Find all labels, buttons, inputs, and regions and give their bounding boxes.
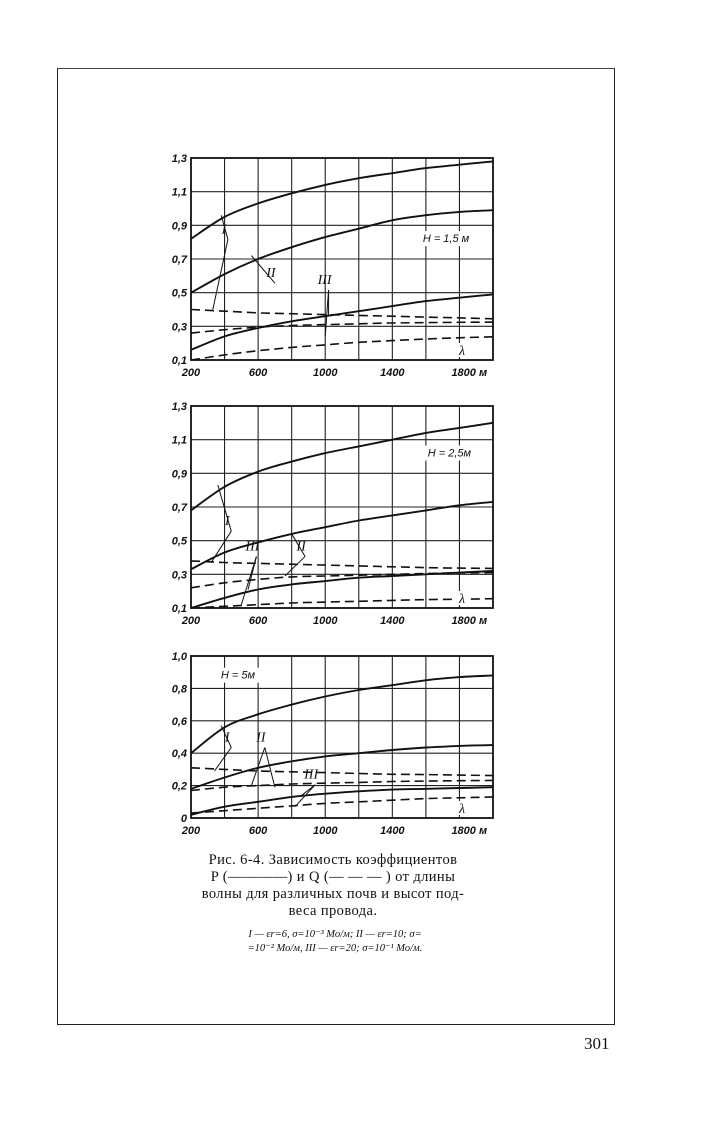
x-tick-label: 1400 xyxy=(380,367,405,379)
y-tick-label: 1,1 xyxy=(171,434,187,447)
y-tick-label: 0,3 xyxy=(171,321,187,334)
annotation-label: I xyxy=(224,514,230,530)
annotation-label: III xyxy=(304,767,319,783)
annotation-leader xyxy=(211,531,231,562)
chart-3 xyxy=(172,651,493,837)
series-p-ii xyxy=(191,210,493,293)
x-tick-label: 1800 м xyxy=(451,825,488,837)
series-p-i xyxy=(191,161,493,238)
x-tick-label: 600 xyxy=(248,615,268,627)
y-tick-label: 0,9 xyxy=(171,220,187,233)
series-q-ii xyxy=(191,322,493,333)
legend-line-1: I — εr=6, σ=10⁻³ Мо/м; II — εr=10; σ= xyxy=(248,929,422,940)
series-q-i xyxy=(191,561,493,569)
legend-line-2: =10⁻² Мо/м, III — εr=20; σ=10⁻¹ Мо/м. xyxy=(247,943,423,954)
x-tick-label: 1000 xyxy=(312,825,338,837)
x-tick-label: 600 xyxy=(248,367,268,379)
chart-1 xyxy=(172,153,493,379)
page-number: 301 xyxy=(584,1034,610,1053)
x-tick-label: 200 xyxy=(181,825,201,837)
series-q-iii xyxy=(191,337,493,360)
y-tick-label: 0,9 xyxy=(171,468,187,481)
height-label: H = 1,5 м xyxy=(422,233,470,246)
x-tick-label: 1800 м xyxy=(451,367,488,379)
y-tick-label: 0,5 xyxy=(171,535,187,548)
height-label: H = 5м xyxy=(220,669,256,682)
annotation-leader xyxy=(285,556,305,576)
series-p-ii xyxy=(191,502,493,569)
x-axis-label: λ xyxy=(458,592,466,607)
series-p-i xyxy=(191,675,493,753)
y-tick-label: 0,6 xyxy=(171,715,187,728)
caption-line-2: P (————) и Q (— — — ) от длины xyxy=(210,869,456,885)
annotation-label: III xyxy=(245,539,260,555)
y-tick-label: 1,3 xyxy=(171,153,187,165)
x-tick-label: 1000 xyxy=(312,367,338,379)
caption-line-3: волны для различных почв и высот под- xyxy=(201,886,465,902)
annotation-label: I xyxy=(221,222,227,238)
y-tick-label: 0,8 xyxy=(171,683,187,696)
y-tick-label: 0,7 xyxy=(171,502,187,514)
x-tick-label: 200 xyxy=(181,367,201,379)
y-tick-label: 0,5 xyxy=(171,287,187,300)
y-tick-label: 0 xyxy=(180,813,187,825)
series-p-i xyxy=(191,423,493,511)
annotation-label: III xyxy=(317,272,332,288)
annotation-label: II xyxy=(266,266,276,282)
x-axis-label: λ xyxy=(458,344,466,359)
x-tick-label: 200 xyxy=(181,615,201,627)
x-tick-label: 1400 xyxy=(380,615,405,627)
y-tick-label: 1,0 xyxy=(171,651,187,663)
y-tick-label: 1,1 xyxy=(171,186,187,199)
x-tick-label: 1400 xyxy=(380,825,405,837)
y-tick-label: 1,3 xyxy=(171,401,187,413)
x-tick-label: 600 xyxy=(248,825,268,837)
figure-caption xyxy=(160,852,506,920)
caption-line-4: веса провода. xyxy=(288,903,378,919)
y-tick-label: 0,2 xyxy=(171,780,187,793)
x-tick-label: 1000 xyxy=(312,615,338,627)
y-tick-label: 0,7 xyxy=(171,254,187,266)
series-p-ii xyxy=(191,745,493,789)
y-tick-label: 0,4 xyxy=(171,748,187,761)
x-tick-label: 1800 м xyxy=(451,615,488,627)
series-q-iii xyxy=(191,599,493,608)
chart-2 xyxy=(172,401,493,627)
soil-legend xyxy=(176,928,494,956)
y-tick-label: 0,1 xyxy=(171,355,187,367)
x-axis-label: λ xyxy=(458,802,466,817)
series-p-iii xyxy=(191,571,493,608)
annotation-leader xyxy=(214,747,231,771)
annotation-label: II xyxy=(296,539,306,555)
caption-line-1: Рис. 6-4. Зависимость коэффициентов xyxy=(208,852,458,868)
height-label: H = 2,5м xyxy=(427,447,472,460)
annotation-label: I xyxy=(224,730,230,746)
y-tick-label: 0,1 xyxy=(171,603,187,615)
annotation-label: II xyxy=(256,730,266,746)
y-tick-label: 0,3 xyxy=(171,569,187,582)
